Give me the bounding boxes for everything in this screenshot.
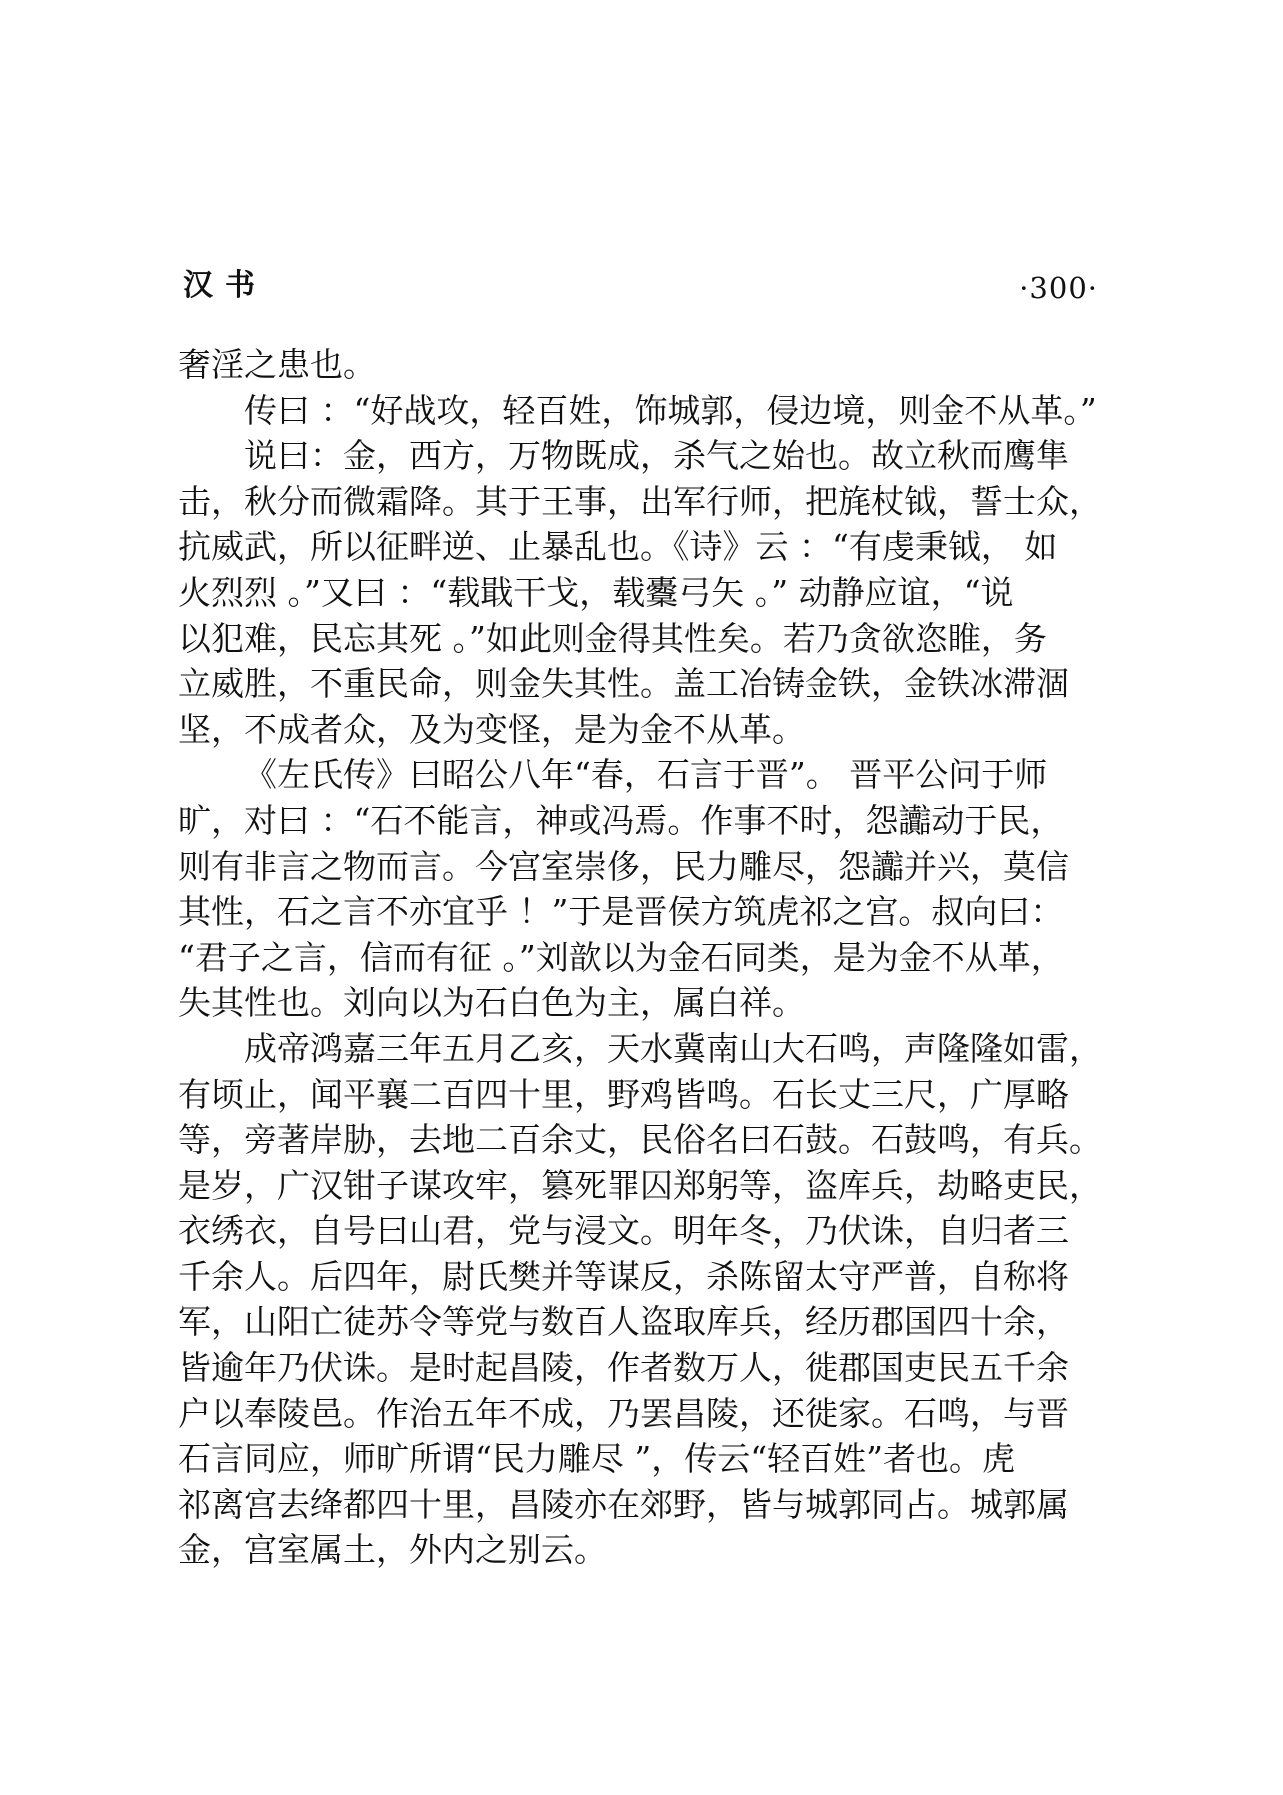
text-line: 皆逾年乃伏诛。是时起昌陵，作者数万人，徙郡国吏民五千余 <box>178 1348 1069 1388</box>
text-line: 是岁，广汉钳子谋攻牢，篡死罪囚郑躬等，盗库兵，劫略吏民， <box>178 1165 1102 1205</box>
text-line: 军，山阳亡徒苏令等党与数百人盗取库兵，经历郡国四十余， <box>178 1302 1069 1342</box>
text-line: 火烈烈 。”又曰 ：“载戢干戈，载櫜弓矢 。” 动静应谊，“说 <box>178 572 1014 612</box>
text-line: 石言同应，师旷所谓“民力雕尽 ”，传云“轻百姓”者也。虎 <box>178 1439 1015 1479</box>
text-line: 失其性也。刘向以为石白色为主，属白祥。 <box>178 983 805 1023</box>
text-line: 立威胜，不重民命，则金失其性。盖工冶铸金铁，金铁冰滞涸 <box>178 664 1069 704</box>
text-line: 衣绣衣，自号曰山君，党与浸文。明年冬，乃伏诛，自归者三 <box>178 1211 1069 1251</box>
text-line: 金，宫室属土，外内之别云。 <box>178 1530 607 1570</box>
text-line: 祁离宫去绛都四十里，昌陵亦在郊野，皆与城郭同占。城郭属 <box>178 1484 1069 1524</box>
text-line: 说曰：金，西方，万物既成，杀气之始也。故立秋而鹰隼 <box>244 436 1069 476</box>
text-line: “君子之言，信而有征 。”刘歆以为金石同类，是为金不从革， <box>178 937 1064 977</box>
text-line: 传曰 ：“好战攻，轻百姓，饰城郭，侵边境，则金不从革。” <box>244 390 1097 430</box>
book-title: 汉书 <box>183 268 267 303</box>
text-line: 千余人。后四年，尉氏樊并等谋反，杀陈留太守严普，自称将 <box>178 1256 1069 1296</box>
body-text <box>178 342 1102 1573</box>
text-line: 户以奉陵邑。作治五年不成，乃罢昌陵，还徙家。石鸣，与晋 <box>178 1393 1069 1433</box>
text-line: 奢淫之患也。 <box>178 345 376 384</box>
page-header <box>183 268 1098 308</box>
text-line: 其性，石之言不亦宜乎 ！”于是晋侯方筑虎祁之宫。叔向曰： <box>178 892 1064 932</box>
text-line: 则有非言之物而言。今宫室崇侈，民力雕尽，怨讟并兴，莫信 <box>178 846 1069 886</box>
text-line: 击，秋分而微霜降。其于王事，出军行师，把旄杖钺，誓士众， <box>178 481 1102 521</box>
text-line: 有顷止，闻平襄二百四十里，野鸡皆鸣。石长丈三尺，广厚略 <box>178 1074 1069 1114</box>
text-line: 旷，对曰 ：“石不能言，神或冯焉。作事不时，怨讟动于民， <box>178 800 1064 840</box>
text-line: 坚，不成者众，及为变怪，是为金不从革。 <box>178 709 805 749</box>
page-number: ·300· <box>1019 271 1098 305</box>
text-line: 抗威武，所以征畔逆、止暴乱也。《诗》云 ：“有虔秉钺， 如 <box>178 527 1058 567</box>
text-line: 《左氏传》曰昭公八年“春，石言于晋”。 晋平公问于师 <box>244 755 1048 795</box>
text-line: 以犯难，民忘其死 。”如此则金得其性矣。若乃贪欲恣睢，务 <box>178 618 1047 658</box>
text-line: 成帝鸿嘉三年五月乙亥，天水冀南山大石鸣，声隆隆如雷， <box>244 1028 1102 1068</box>
text-line: 等，旁著岸胁，去地二百余丈，民俗名曰石鼓。石鼓鸣，有兵。 <box>178 1120 1102 1160</box>
